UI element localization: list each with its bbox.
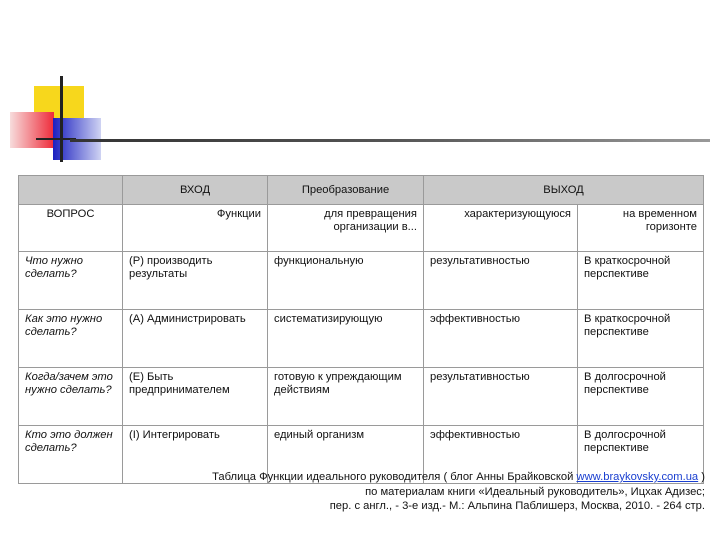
transform-cell: единый организм [268,426,424,484]
table-subheader-row [19,205,704,252]
subheader-question: ВОПРОС [19,205,123,252]
caption-line-2: по материалам книги «Идеальный руководитель», Ицхак Адизес; [365,485,705,498]
function-cell: (P) производить результаты [123,252,268,310]
caption-prefix: Таблица Функции идеального руководителя ( блог Анны Брайковской [212,471,577,483]
character-cell: эффективностью [424,426,578,484]
horizon-cell: В долгосрочной перспективе [578,426,704,484]
table-row [19,310,704,368]
question-cell: Кто это должен сделать? [19,426,123,484]
transform-cell: систематизирующую [268,310,424,368]
table-caption [130,470,705,514]
header-cell-transform: Преобразование [268,176,424,205]
logo-vertical-line [60,76,63,162]
subheader-horizon: на временном горизонте [578,205,704,252]
table-header-row [19,176,704,205]
subheader-character: характеризующуюся [424,205,578,252]
function-cell: (I) Интегрировать [123,426,268,484]
question-cell: Как это нужно сделать? [19,310,123,368]
functions-table [18,175,704,484]
question-cell: Что нужно сделать? [19,252,123,310]
horizon-cell: В краткосрочной перспективе [578,252,704,310]
horizon-cell: В долгосрочной перспективе [578,368,704,426]
subheader-transform: для превращения организации в... [268,205,424,252]
table-row [19,368,704,426]
question-cell: Когда/зачем это нужно сделать? [19,368,123,426]
character-cell: результативностью [424,368,578,426]
caption-line-1 [130,470,705,485]
character-cell: эффективностью [424,310,578,368]
function-cell: (A) Администрировать [123,310,268,368]
header-cell-empty [19,176,123,205]
function-cell: (E) Быть предпринимателем [123,368,268,426]
logo-red-square [10,112,54,148]
title-rule [70,139,710,142]
horizon-cell: В краткосрочной перспективе [578,310,704,368]
caption-line-3: пер. с англ., - 3-е изд.- М.: Альпина Паблишерз, Москва, 2010. - 264 стр. [329,500,705,512]
blog-link[interactable]: www.braykovsky.com.ua [576,471,699,483]
header-cell-output: ВЫХОД [424,176,704,205]
caption-suffix: ) [698,471,705,483]
transform-cell: готовую к упреждающим действиям [268,368,424,426]
character-cell: результативностью [424,252,578,310]
transform-cell: функциональную [268,252,424,310]
table-row [19,252,704,310]
header-cell-input: ВХОД [123,176,268,205]
subheader-functions: Функции [123,205,268,252]
